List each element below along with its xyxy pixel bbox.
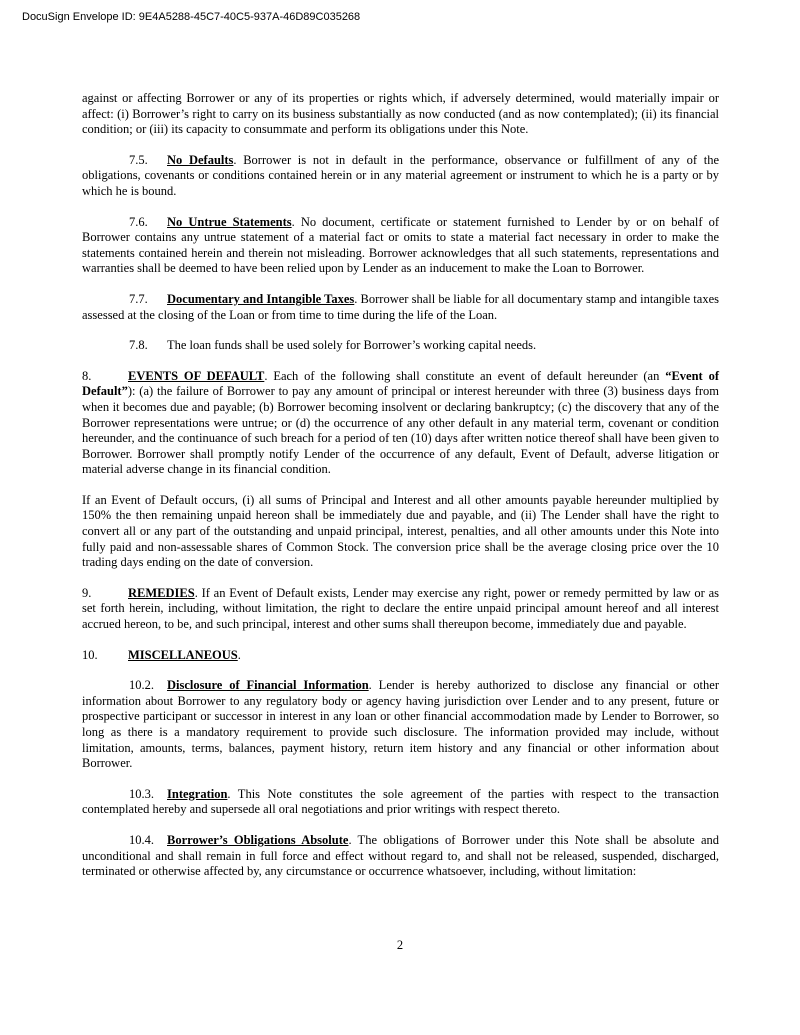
- docusign-envelope-id: DocuSign Envelope ID: 9E4A5288-45C7-40C5-937A-46D89C035268: [22, 11, 361, 23]
- section-number: 10.4.: [129, 832, 154, 847]
- paragraph-text: . This Note constitutes the sole agreement of the parties with respect to the transaction contemplated hereby and supersede all oral negotiations and prior writings with respect thereto.: [82, 786, 719, 817]
- section-heading: EVENTS OF DEFAULT: [128, 368, 265, 383]
- paragraph-text: . No document, certificate or statement furnished to Lender by or on behalf of Borrower contains any untrue statement of a material fact or omits to state a material fact necessary in order to make the statements contained herein and therein not misleading. Borrower acknowledges that all such statements, representations and warranties shall be deemed to have been relied upon by Lender as an inducement to make the Loan to Borrower.: [82, 214, 719, 276]
- section-10-3: [82, 787, 719, 818]
- section-heading: MISCELLANEOUS: [128, 647, 238, 662]
- section-heading: Disclosure of Financial Information: [167, 678, 369, 693]
- section-number: 10.: [82, 647, 98, 662]
- section-heading: Borrower’s Obligations Absolute: [167, 832, 349, 847]
- section-10: [82, 648, 719, 664]
- section-number: 9.: [82, 585, 92, 600]
- section-heading: REMEDIES: [128, 585, 195, 600]
- section-number: 7.7.: [129, 291, 148, 306]
- section-number: 7.6.: [129, 214, 148, 229]
- section-8: [82, 369, 719, 478]
- section-number: 8.: [82, 368, 92, 383]
- paragraph-continuation: [82, 91, 719, 138]
- paragraph-text: . If an Event of Default exists, Lender may exercise any right, power or remedy permitted by law or as set forth herein, including, without limitation, the right to declare the entire unpaid principal amount hereof and all interest accrued hereon, to be, and such principal, interest and other sums shall thereupon become, immediately due and payable.: [82, 585, 719, 632]
- paragraph-text: The loan funds shall be used solely for Borrower’s working capital needs.: [167, 338, 537, 353]
- section-number: 7.8.: [129, 338, 148, 353]
- section-7-7: [82, 292, 719, 323]
- section-7-6: [82, 215, 719, 277]
- paragraph-text: .: [237, 647, 241, 662]
- section-7-5: [82, 153, 719, 200]
- paragraph-text: . Borrower shall be liable for all documentary stamp and intangible taxes assessed at the closing of the Loan or from time to time during the life of the Loan.: [82, 291, 719, 322]
- section-number: 10.2.: [129, 678, 154, 693]
- section-10-4: [82, 833, 719, 880]
- paragraph-text: . Each of the following shall constitute an event of default hereunder (an: [264, 368, 666, 383]
- paragraph-text: against or affecting Borrower or any of its properties or rights which, if adversely determined, would materially impair or affect: (i) Borrower’s right to carry on its business substantially as now conducted (and as now contemplated); (ii) its financial condition; or (iii) its capacity to consummate and perform its obligations under this Note.: [82, 91, 719, 137]
- paragraph-text: . The obligations of Borrower under this Note shall be absolute and unconditional and shall remain in full force and effect without regard to, and shall not be released, suspended, discharged, terminated or otherwise affected by, any circumstance or occurrence whatsoever, including, without limitation:: [82, 832, 720, 879]
- page-number: 2: [396, 938, 404, 952]
- section-9: [82, 586, 719, 633]
- paragraph-text: . Lender is hereby authorized to disclose any financial or other information about Borrower to any regulatory body or agency having jurisdiction over Lender and to any present, future or prospective participant or successor in interest in any loan or other financial accommodation made by Lender to Borrower, so long as there is a mandatory requirement to provide such disclosure. The information provided may include, without limitation, amounts, terms, balances, payment history, return item history and any financial or other information about Borrower.: [82, 678, 719, 771]
- section-7-8: [82, 338, 719, 354]
- section-10-2: [82, 678, 719, 772]
- section-number: 10.3.: [129, 786, 154, 801]
- paragraph-text: . Borrower is not in default in the performance, observance or fulfillment of any of the obligations, covenants or conditions contained herein or in any material agreement or instrument to which he is a party or by which he is bound.: [82, 152, 719, 198]
- paragraph-default-consequences: [82, 493, 719, 571]
- section-heading: No Defaults: [167, 152, 234, 167]
- section-heading: No Untrue Statements: [167, 214, 292, 229]
- document-body: [82, 91, 719, 895]
- paragraph-text: ): (a) the failure of Borrower to pay any amount of principal or interest hereunder with three (3) business days from when it becomes due and payable; (b) Borrower becoming insolvent or declaring bankruptcy; (c) the discovery that any of the Borrower representations were untrue; or (d) the occurrence of any other default in any material term, covenant or condition hereunder, and the continuance of such breach for a period of ten (10) days after written notice thereof shall have been given to Borrower. Borrower shall promptly notify Lender of the occurrence of any default, Event of Default, adverse litigation or material adverse change in its financial condition.: [82, 384, 719, 477]
- paragraph-text: If an Event of Default occurs, (i) all sums of Principal and Interest and all other amounts payable hereunder multiplied by 150% the then remaining unpaid hereon shall be immediately due and payable, and (ii) The Lender shall have the right to convert all or any part of the outstanding and unpaid principal, interest, penalties, and all other amounts under this Note into fully paid and non-assessable shares of Common Stock. The conversion price shall be the average closing price over the 10 trading days ending on the date of conversion.: [82, 492, 719, 570]
- defined-term: “Event of Default”: [82, 368, 719, 399]
- section-heading: Integration: [167, 786, 228, 801]
- section-number: 7.5.: [129, 152, 148, 167]
- section-heading: Documentary and Intangible Taxes: [167, 291, 355, 306]
